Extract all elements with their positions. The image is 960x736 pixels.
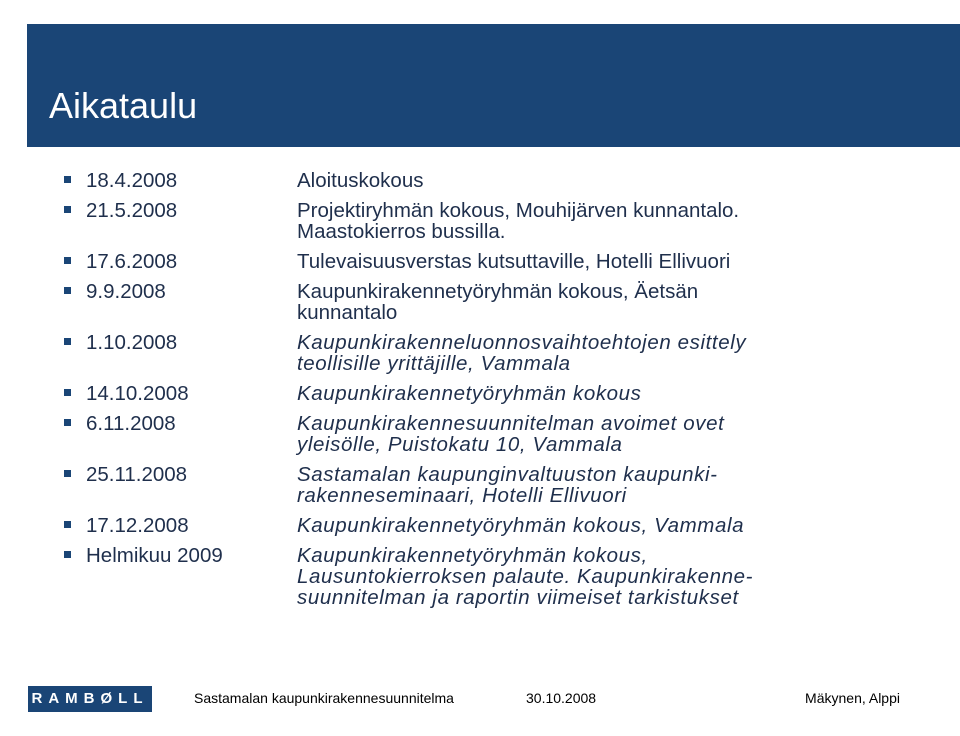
description-line: Kaupunkirakennetyöryhmän kokous, xyxy=(297,544,648,567)
schedule-description xyxy=(297,170,944,191)
description-line: Projektiryhmän kokous, Mouhijärven kunnantalo. xyxy=(297,199,740,222)
footer-author: Mäkynen, Alppi xyxy=(805,690,900,706)
schedule-item xyxy=(64,332,944,374)
schedule-description xyxy=(297,332,944,374)
schedule-description xyxy=(297,545,944,608)
description-line: Sastamalan kaupunginvaltuuston kaupunki- xyxy=(297,463,718,486)
schedule-description xyxy=(297,281,944,323)
square-bullet-icon xyxy=(64,176,71,183)
footer-project: Sastamalan kaupunkirakennesuunnitelma xyxy=(194,690,454,706)
schedule-item xyxy=(64,251,944,272)
footer xyxy=(0,680,960,720)
description-line: Tulevaisuusverstas kutsuttaville, Hotelli Ellivuori xyxy=(297,250,731,273)
schedule-item xyxy=(64,515,944,536)
schedule-item xyxy=(64,281,944,323)
description-line: Kaupunkirakenneluonnosvaihtoehtojen esittely xyxy=(297,331,747,354)
description-line: Kaupunkirakennetyöryhmän kokous, Vammala xyxy=(297,514,745,537)
square-bullet-icon xyxy=(64,419,71,426)
schedule-item xyxy=(64,170,944,191)
title-bar xyxy=(27,24,960,147)
schedule-item xyxy=(64,545,944,608)
footer-date: 30.10.2008 xyxy=(526,690,597,706)
schedule-date: 21.5.2008 xyxy=(86,199,178,222)
schedule-list xyxy=(64,170,944,617)
schedule-date: 14.10.2008 xyxy=(86,382,189,405)
description-line: Maastokierros bussilla. xyxy=(297,220,506,243)
schedule-date: 18.4.2008 xyxy=(86,169,178,192)
schedule-description xyxy=(297,413,944,455)
square-bullet-icon xyxy=(64,470,71,477)
schedule-date: 9.9.2008 xyxy=(86,280,166,303)
schedule-description xyxy=(297,515,944,536)
square-bullet-icon xyxy=(64,389,71,396)
description-line: Kaupunkirakennetyöryhmän kokous, Äetsän xyxy=(297,280,699,303)
description-line: suunnitelman ja raportin viimeiset tarkistukset xyxy=(297,586,739,609)
ramboll-logo xyxy=(28,686,152,712)
logo-text: RAMBØLL xyxy=(31,690,149,707)
schedule-date: 17.6.2008 xyxy=(86,250,178,273)
description-line: rakenneseminaari, Hotelli Ellivuori xyxy=(297,484,627,507)
schedule-date: 25.11.2008 xyxy=(86,463,188,486)
description-line: yleisölle, Puistokatu 10, Vammala xyxy=(297,433,623,456)
description-line: Aloituskokous xyxy=(297,169,424,192)
description-line: Kaupunkirakennetyöryhmän kokous xyxy=(297,382,642,405)
schedule-date: 17.12.2008 xyxy=(86,514,189,537)
schedule-item xyxy=(64,383,944,404)
schedule-date: 6.11.2008 xyxy=(86,412,176,435)
schedule-description xyxy=(297,251,944,272)
description-line: teollisille yrittäjille, Vammala xyxy=(297,352,571,375)
square-bullet-icon xyxy=(64,521,71,528)
square-bullet-icon xyxy=(64,257,71,264)
description-line: Lausuntokierroksen palaute. Kaupunkirakenne- xyxy=(297,565,754,588)
description-line: Kaupunkirakennesuunnitelman avoimet ovet xyxy=(297,412,725,435)
schedule-date: 1.10.2008 xyxy=(86,331,178,354)
schedule-item xyxy=(64,464,944,506)
schedule-description xyxy=(297,200,944,242)
schedule-date: Helmikuu 2009 xyxy=(86,544,223,567)
schedule-item xyxy=(64,200,944,242)
square-bullet-icon xyxy=(64,206,71,213)
square-bullet-icon xyxy=(64,338,71,345)
square-bullet-icon xyxy=(64,287,71,294)
schedule-item xyxy=(64,413,944,455)
description-line: kunnantalo xyxy=(297,301,398,324)
slide-title: Aikataulu xyxy=(49,85,198,126)
square-bullet-icon xyxy=(64,551,71,558)
schedule-description xyxy=(297,464,944,506)
schedule-description xyxy=(297,383,944,404)
